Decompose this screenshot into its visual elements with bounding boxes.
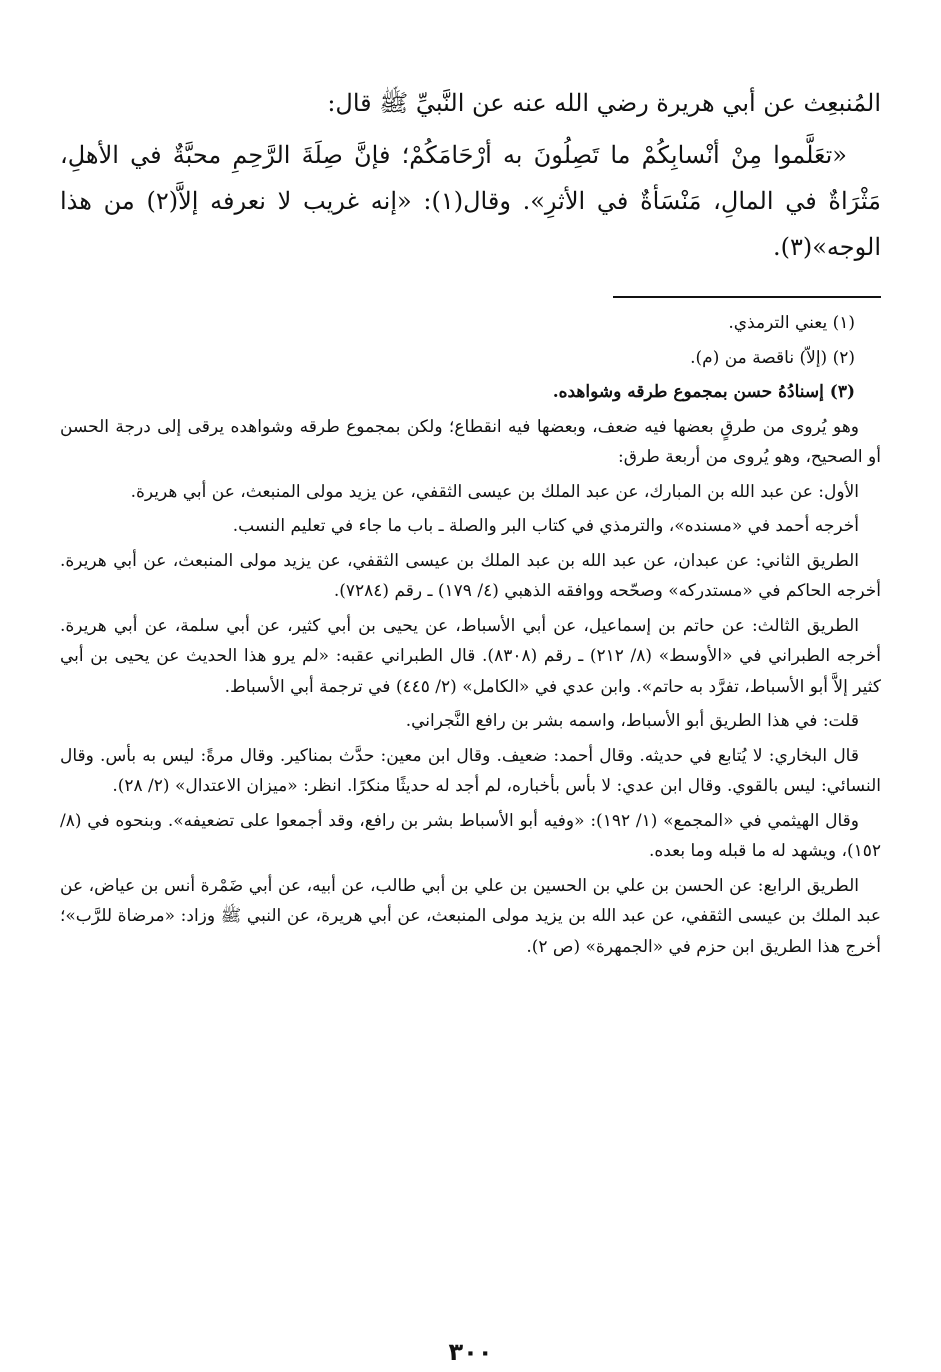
footnote-separator	[613, 296, 881, 298]
footnote-3: (٣) إسنادُهُ حسن بمجموع طرقه وشواهده.	[552, 382, 855, 402]
note-paragraph-comment: قلت: في هذا الطريق أبو الأسباط، واسمه بشر بن رافع النَّجراني.	[405, 711, 859, 731]
note-paragraph-fourth-route: الطريق الرابع: عن الحسن بن علي بن الحسين بن علي بن أبي طالب، عن أبيه، عن أبي ضَمْرة أنس بن عياض، عن عبد الملك بن عيسى الثقفي، عن عبد الله بن يزيد مولى المنبعث، عن أبي هريرة، عن النبي ﷺ وزاد: «مرضاة للرَّب»؛ أخرج هذا الطريق ابن حزم في «الجمهرة» (ص ٢).	[60, 875, 881, 957]
footnotes	[60, 308, 881, 962]
intro-line: المُنبعِث عن أبي هريرة رضي الله عنه عن النَّبيِّ ﷺ قال:	[327, 89, 881, 117]
note-paragraph-second-route: الطريق الثاني: عن عبدان، عن عبد الله بن عبد الملك بن عيسى الثقفي، عن يزيد مولى المنبعث، عن أبي هريرة. أخرجه الحاكم في «مستدركه» وصحّحه ووافقه الذهبي (٤/ ١٧٩) ـ رقم (٧٢٨٤).	[60, 550, 881, 601]
note-paragraph-haythami: وقال الهيثمي في «المجمع» (١/ ١٩٢): «وفيه أبو الأسباط بشر بن رافع، وقد أجمعوا على تضعيفه». وبنحوه في (٨/ ١٥٢)، ويشهد له ما قبله وما بعده.	[60, 810, 881, 861]
footnote-1: (١) يعني الترمذي.	[728, 313, 855, 333]
hadith-text: «تعَلَّموا مِنْ أنْسابِكُمْ ما تَصِلُونَ به أرْحَامَكُمْ؛ فإنَّ صِلَةَ الرَّحِمِ محبَّةٌ في الأهلِ، مَثْرَاةٌ في المالِ، مَنْسَأةٌ في الأثرِ». وقال(١): «إنه غريب لا نعرفه إلاَّ(٢) من هذا الوجه»(٣).	[60, 141, 881, 261]
book-page	[60, 80, 881, 1332]
note-paragraph-intro: وهو يُروى من طرقٍ بعضها فيه ضعف، وبعضها فيه انقطاع؛ ولكن بمجموع طرقه وشواهده يرقى إلى درجة الحسن أو الصحيح، وهو يُروى من أربعة طرق:	[60, 416, 881, 467]
note-paragraph-narrator-grading: قال البخاري: لا يُتابع في حديثه. وقال أحمد: ضعيف. وقال ابن معين: حدَّث بمناكير. وقال مرةً: ليس به بأس. وقال النسائي: ليس بالقوي. وقال ابن عدي: لا بأس بأخباره، لم أجد له حديثًا منكرًا. انظر: «ميزان الاعتدال» (٢/ ٢٨).	[60, 745, 881, 796]
page-number: ٣٠٠	[448, 1338, 493, 1366]
main-text	[60, 80, 881, 270]
footnote-2: (٢) (إلاّ) ناقصة من (م).	[690, 347, 855, 368]
note-paragraph-first-route-source: أخرجه أحمد في «مسنده»، والترمذي في كتاب البر والصلة ـ باب ما جاء في تعليم النسب.	[232, 516, 859, 536]
note-paragraph-first-route: الأول: عن عبد الله بن المبارك، عن عبد الملك بن عيسى الثقفي، عن يزيد مولى المنبعث، عن أبي هريرة.	[130, 481, 859, 502]
note-paragraph-third-route: الطريق الثالث: عن حاتم بن إسماعيل، عن أبي الأسباط، عن يحيى بن أبي كثير، عن أبي سلمة، عن أبي هريرة. أخرجه الطبراني في «الأوسط» (٨/ ٢١٢) ـ رقم (٨٣٠٨). قال الطبراني عقبه: «لم يرو هذا الحديث عن يحيى بن أبي كثير إلاَّ أبو الأسباط، تفرَّد به حاتم». وابن عدي في «الكامل» (٢/ ٤٤٥) في ترجمة أبي الأسباط.	[60, 615, 881, 697]
